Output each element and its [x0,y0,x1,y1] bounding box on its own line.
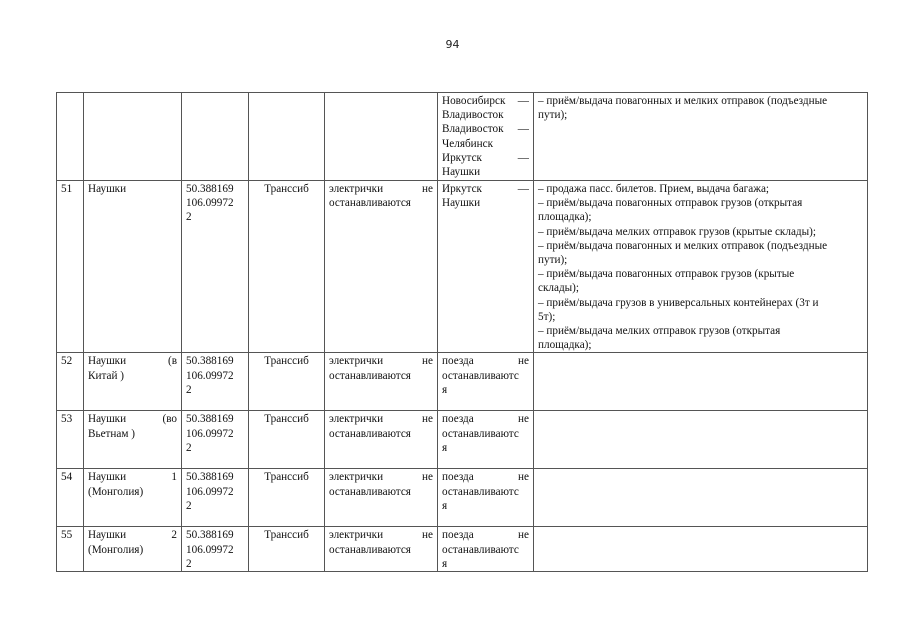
station-services [534,469,868,527]
station-coordinates-line: 106.09972 [186,197,234,210]
station-name-line: Наушки [88,183,127,195]
station-coordinates-line: 2 [186,441,192,454]
station-coordinates-line: 2 [186,499,192,512]
station-name [84,93,182,181]
station-name [84,411,182,469]
station-coordinates [182,93,249,181]
row-number-text: 55 [61,529,73,542]
long-distance-trains-line: поезда не [442,471,529,484]
station-name-line: (Монголия) [88,485,144,498]
table-row [57,181,868,353]
station-services-line: – приём/выдача повагонных и мелких отправок (подъездные [538,239,828,252]
station-coordinates-line: 2 [186,557,192,570]
station-coordinates-line: 50.388169 [186,183,234,195]
suburban-trains [325,181,438,353]
long-distance-trains-line: я [442,441,448,454]
station-name-line: Наушки (в [88,355,177,368]
station-services-line: – продажа пасс. билетов. Прием, выдача багажа; [538,183,770,195]
station-services [534,93,868,181]
table-row [57,469,868,527]
suburban-trains-line: останавливаются [329,427,411,440]
long-distance-trains [438,181,534,353]
long-distance-trains-line: останавливаютс [442,369,519,382]
long-distance-trains-line: Иркутск — [442,151,529,164]
station-coordinates [182,527,249,572]
station-coordinates [182,469,249,527]
suburban-trains-line: электрички не [329,471,433,484]
long-distance-trains-line: я [442,557,448,570]
table-row [57,527,868,572]
suburban-trains [325,93,438,181]
row-number [57,353,84,411]
station-name-line: Наушки 2 [88,529,177,542]
row-number [57,469,84,527]
suburban-trains-line: останавливаются [329,197,411,210]
station-coordinates-line: 50.388169 [186,529,234,542]
railway-line [249,353,325,411]
table-body [57,93,868,572]
station-name-line: (Монголия) [88,543,144,556]
station-services-line: – приём/выдача повагонных отправок грузов (крытые [538,268,795,281]
suburban-trains-line: электрички не [329,413,433,426]
suburban-trains-line: электрички не [329,355,433,368]
long-distance-trains-line: останавливаютс [442,427,519,440]
long-distance-trains [438,353,534,411]
suburban-trains [325,527,438,572]
station-services-line: площадка); [538,339,592,352]
station-coordinates [182,353,249,411]
long-distance-trains-line: Владивосток — [442,123,529,136]
long-distance-trains [438,469,534,527]
row-number-text: 51 [61,183,73,195]
station-name-line: Вьетнам ) [88,427,135,440]
station-name [84,469,182,527]
station-coordinates-line: 106.09972 [186,369,234,382]
long-distance-trains-line: Наушки [442,166,481,179]
long-distance-trains-line: Новосибирск — [442,95,529,107]
station-coordinates-line: 106.09972 [186,543,234,556]
station-services-line: – приём/выдача повагонных отправок грузов (открытая [538,197,803,210]
station-services-line: склады); [538,282,579,295]
long-distance-trains-line: поезда не [442,529,529,542]
long-distance-trains [438,93,534,181]
table-row [57,353,868,411]
station-coordinates-line: 2 [186,211,192,224]
long-distance-trains-line: поезда не [442,355,529,368]
station-coordinates-line: 50.388169 [186,413,234,426]
long-distance-trains-line: останавливаютс [442,543,519,556]
railway-line-text: Транссиб [264,471,309,484]
long-distance-trains [438,527,534,572]
row-number-text: 54 [61,471,73,484]
station-services [534,411,868,469]
railway-line [249,411,325,469]
suburban-trains-line: останавливаются [329,485,411,498]
station-coordinates-line: 2 [186,383,192,396]
station-services-line: 5т); [538,310,556,323]
long-distance-trains-line: Челябинск [442,137,494,150]
station-coordinates-line: 50.388169 [186,355,234,368]
row-number-text: 53 [61,413,73,426]
railway-line [249,469,325,527]
suburban-trains-line: электрички не [329,183,433,195]
suburban-trains [325,411,438,469]
station-services-line: пути); [538,254,568,267]
table-row [57,93,868,181]
station-name-line: Наушки 1 [88,471,177,484]
railway-line-text: Транссиб [264,183,309,195]
long-distance-trains-line: я [442,383,448,396]
station-name [84,181,182,353]
station-services [534,181,868,353]
railway-line-text: Транссиб [264,529,309,542]
long-distance-trains-line: я [442,499,448,512]
suburban-trains [325,353,438,411]
station-coordinates-line: 50.388169 [186,471,234,484]
station-services [534,527,868,572]
station-coordinates [182,411,249,469]
table-row [57,411,868,469]
station-name-line: Китай ) [88,369,124,382]
station-services-line: – приём/выдача мелких отправок грузов (крытые склады); [538,225,816,238]
station-services-line: – приём/выдача мелких отправок грузов (открытая [538,325,781,338]
station-name [84,353,182,411]
long-distance-trains-line: Владивосток [442,109,504,122]
station-coordinates [182,181,249,353]
long-distance-trains-line: поезда не [442,413,529,426]
long-distance-trains-line: Иркутск — [442,183,529,195]
station-services-line: площадка); [538,211,592,224]
long-distance-trains [438,411,534,469]
suburban-trains-line: электрички не [329,529,433,542]
station-services [534,353,868,411]
row-number [57,527,84,572]
station-name-line: Наушки (во [88,413,177,426]
railway-line-text: Транссиб [264,355,309,368]
station-services-line: пути); [538,109,568,122]
row-number [57,181,84,353]
stations-table [56,92,868,572]
suburban-trains-line: останавливаются [329,369,411,382]
railway-line [249,181,325,353]
station-coordinates-line: 106.09972 [186,427,234,440]
page-number: 94 [445,38,460,51]
suburban-trains-line: останавливаются [329,543,411,556]
station-services-line: – приём/выдача грузов в универсальных контейнерах (3т и [538,296,819,309]
station-name [84,527,182,572]
suburban-trains [325,469,438,527]
station-coordinates-line: 106.09972 [186,485,234,498]
station-services-line: – приём/выдача повагонных и мелких отправок (подъездные [538,95,828,107]
railway-line [249,527,325,572]
row-number-text: 52 [61,355,73,368]
railway-line [249,93,325,181]
long-distance-trains-line: останавливаютс [442,485,519,498]
row-number [57,93,84,181]
long-distance-trains-line: Наушки [442,197,481,210]
row-number [57,411,84,469]
railway-line-text: Транссиб [264,413,309,426]
